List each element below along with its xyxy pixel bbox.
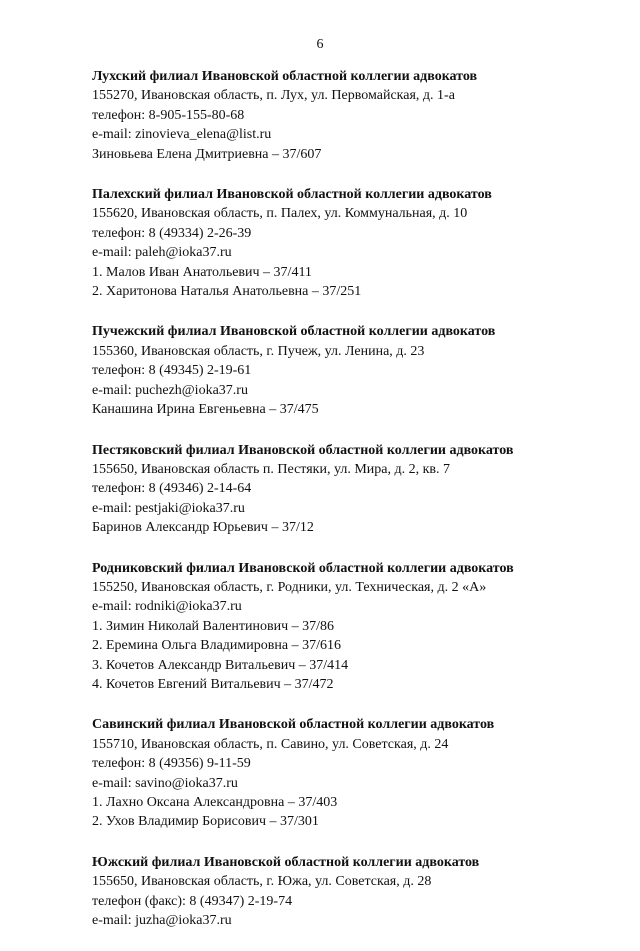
branch-title: Родниковский филиал Ивановской областной коллегии адвокатов [92,560,514,576]
branch-title: Палехский филиал Ивановской областной коллегии адвокатов [92,187,492,203]
branch-address: 155620, Ивановская область, п. Палех, ул. Коммунальная, д. 10 [92,206,468,222]
branch-lawyer: 4. Кочетов Евгений Витальевич – 37/472 [92,676,334,692]
branch-phone: телефон: 8 (49334) 2-26-39 [92,225,252,241]
branch-paleh [92,185,612,301]
branch-lawyer: 2. Еремина Ольга Владимировна – 37/616 [92,638,341,654]
page-number: 6 [316,37,324,52]
branch-lawyer: 3. Кочетов Александр Витальевич – 37/414 [92,657,349,673]
branch-phone: телефон: 8 (49346) 2-14-64 [92,481,252,497]
branch-address: 155650, Ивановская область, г. Южа, ул. Советская, д. 28 [92,874,432,890]
branch-lawyer: 1. Малов Иван Анатольевич – 37/411 [92,264,312,280]
branch-address: 155650, Ивановская область п. Пестяки, ул. Мира, д. 2, кв. 7 [92,461,451,477]
branch-lawyer: 1. Лахно Оксана Александровна – 37/403 [92,795,338,810]
branch-savino [92,715,612,831]
branch-title: Лухский филиал Ивановской областной коллегии адвокатов [92,69,478,84]
branch-lawyer: Баринов Александр Юрьевич – 37/12 [92,520,314,536]
branch-pestjaki [92,441,612,538]
branch-puchezh [92,322,612,419]
branch-lawyer: Зиновьева Елена Дмитриевна – 37/607 [92,146,322,162]
branch-address: 155250, Ивановская область, г. Родники, ул. Техническая, д. 2 «А» [92,579,487,595]
branch-list [92,67,612,951]
branch-email: e-mail: paleh@ioka37.ru [92,245,232,261]
branch-phone: телефон: 8 (49356) 9-11-59 [92,756,251,772]
branch-address: 155360, Ивановская область, г. Пучеж, ул. Ленина, д. 23 [92,343,425,359]
branch-rodniki [92,559,612,695]
branch-luh [92,67,612,164]
branch-phone: телефон: 8 (49345) 2-19-61 [92,363,252,379]
branch-email: e-mail: pestjaki@ioka37.ru [92,500,245,516]
branch-title: Савинский филиал Ивановской областной коллегии адвокатов [92,717,495,733]
branch-email: e-mail: puchezh@ioka37.ru [92,382,248,398]
branch-phone: телефон: 8-905-155-80-68 [92,107,245,123]
branch-email: e-mail: zinovieva_elena@list.ru [92,127,272,143]
branch-lawyer: 2. Ухов Владимир Борисович – 37/301 [92,814,319,830]
branch-email: e-mail: rodniki@ioka37.ru [92,599,242,615]
branch-address: 155270, Ивановская область, п. Лух, ул. Первомайская, д. 1-а [92,88,455,104]
branch-juzha [92,853,612,931]
branch-title: Южский филиал Ивановской областной коллегии адвокатов [92,854,480,870]
branch-email: e-mail: savino@ioka37.ru [92,775,238,791]
branch-address: 155710, Ивановская область, п. Савино, ул. Советская, д. 24 [92,736,449,752]
branch-lawyer: 2. Харитонова Наталья Анатольевна – 37/251 [92,284,362,300]
branch-title: Пучежский филиал Ивановской областной коллегии адвокатов [92,324,496,340]
branch-email: e-mail: juzha@ioka37.ru [92,913,232,929]
branch-phone: телефон (факс): 8 (49347) 2-19-74 [92,893,293,909]
branch-lawyer: Канашина Ирина Евгеньевна – 37/475 [92,402,319,418]
branch-title: Пестяковский филиал Ивановской областной коллегии адвокатов [92,442,514,458]
branch-lawyer: 1. Зимин Николай Валентинович – 37/86 [92,618,335,634]
